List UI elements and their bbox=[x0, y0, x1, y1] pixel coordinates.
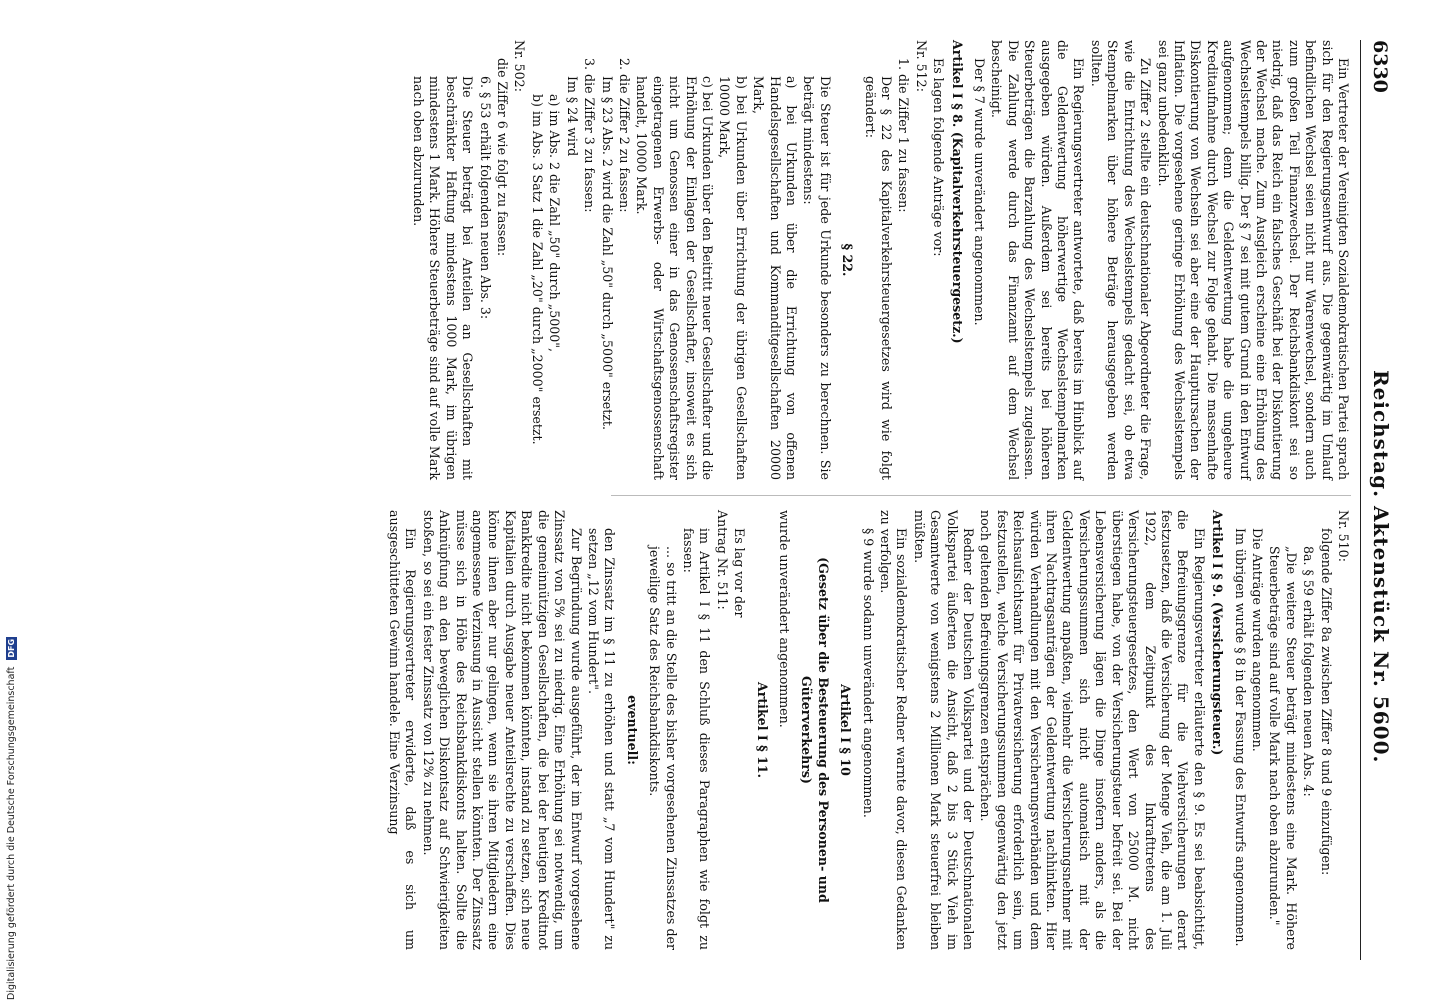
paragraph: Im § 23 Abs. 2 wird die Zahl „50" durch „5000" ersetzt. bbox=[599, 76, 615, 430]
paragraph: den Zinssatz im § 11 zu erhöhen und statt „7 vom Hundert" zu setzen „12 vom Hundert". bbox=[585, 528, 618, 950]
paragraph: Redner der Deutschen Volkspartei und der Deutschnationalen Volkspartei äußerten die Ansicht, daß 2 bis 3 Stück Vieh im Gesamtwerte von wenigstens 2 Millionen Mark steuerfrei bleiben müßten. bbox=[911, 510, 977, 950]
centered-line: eventuell: bbox=[624, 695, 640, 765]
paragraph: Die Anträge wurden angenommen. bbox=[1249, 528, 1265, 752]
paragraph: Antrag Nr. 511: bbox=[714, 510, 730, 610]
left-column bbox=[409, 40, 1351, 480]
centered-line: Artikel I § 11. bbox=[754, 681, 770, 779]
centered-line: § 22. bbox=[840, 243, 856, 277]
section-heading: Artikel I § 8. (Kapitalverkehrsteuergesetz.) bbox=[949, 40, 965, 344]
dfg-logo: DFG bbox=[7, 638, 16, 658]
paragraph: 8a. § 59 erhält folgenden neuen Abs. 4: bbox=[1301, 546, 1317, 797]
page-header bbox=[1360, 40, 1395, 960]
page-title: Reichstag. Aktenstück Nr. 5600. bbox=[1369, 370, 1393, 764]
paragraph: b) im Abs. 3 Satz 1 die Zahl „20" durch „2000" ersetzt. bbox=[529, 94, 545, 445]
paragraph: Ein Regierungsvertreter erwiderte, daß es sich um ausgeschütteten Gewinn handele. Eine Verzinsung bbox=[387, 510, 419, 950]
paragraph: § 9 wurde sodann unverändert angenommen. bbox=[860, 528, 876, 818]
paragraph: Nr. 510: bbox=[1336, 510, 1351, 562]
paragraph: a) bei Urkunden über die Errichtung von offenen Handelsgesellschaften und Kommanditgesellschaften 20000 Mark, bbox=[751, 76, 799, 480]
credit-text: Digitalisierung gefördert durch die Deutsche Forschungsgemeinschaft bbox=[6, 666, 17, 1000]
digitization-credit bbox=[6, 637, 17, 1000]
paragraph: Ein Regierungsvertreter antwortete, daß bereits im Hinblick auf die Geldentwertung höherwertige Wechselstempelmarken ausgegeben würden. Außerdem sei bereits bei höheren Steuerbeträgen die Barzahlung des Wechselstempels zugelassen. Die Zahlung werde durch das Finanzamt auf dem Wechsel bescheinigt. bbox=[989, 40, 1087, 480]
footer-strip bbox=[2, 0, 16, 1000]
paragraph: Ein Regierungsvertreter erläuterte den § 9. Es sei beabsichtigt, die Befreiungsgrenze für die Viehversicherungen derart festzusetzen, daß die Versicherung der Menge Vieh, die am 1. Juli 1922, dem Zeitpunkt des Inkrafttretens des Versicherungsteuergesetzes, den Wert von 25000 M. nicht überstiegen habe, von der Versicherungsteuer befreit sei. Bei der Lebensversicherung lägen die Dinge insofern anders, als die Versicherungssummen sich nicht automatisch mit der Geldentwertung anpaßten, vielmehr die Versicherungsnehmer mit ihren Nachtragsanträgen der Geldentwertung nachhinkten. Hier würden Verhandlungen mit den Versicherungsverbänden und dem Reichsaufsichtsamt für Privatversicherung erforderlich sein, um festzustellen, welche Versicherungssummen gegenwärtig den jetzt noch geltenden Befreiungsgrenzen entsprächen. bbox=[978, 510, 1207, 950]
paragraph: Ein sozialdemokratischer Redner warnte davor, diesen Gedanken zu verfolgen. bbox=[878, 510, 910, 950]
centered-line: Artikel I § 10 bbox=[838, 684, 854, 776]
paragraph: Der § 22 des Kapitalverkehrsteuergesetzes wird wie folgt geändert: bbox=[862, 76, 895, 480]
rotated-page-content bbox=[105, 40, 1395, 960]
paragraph: ... so tritt an die Stelle des bisher vorgesehenen Zinssatzes der jeweilige Satz des Reichsbankdiskonts. bbox=[647, 546, 679, 950]
paragraph: folgende Ziffer 8a zwischen Ziffer 8 und 9 einzufügen: bbox=[1318, 528, 1334, 876]
right-column bbox=[385, 510, 1351, 950]
paragraph: Ein Vertreter der Vereinigten Sozialdemokratischen Partei sprach sich für den Regierungsentwurf aus. Die gegenwärtig im Umlauf befindlichen Wechsel seien nicht nur Warenwechsel, sondern auch zum großen Teil Finanzwechsel. Der Reichsbankdiskont sei so niedrig, daß das Reich ein falsches Geschäft bei der Diskontierung der Wechsel mache. Zum Ausgleich erscheine eine Erhöhung des Wechselstempels billig. Der § 7 sei mit gutem Grund in den Entwurf aufgenommen; denn die Geldentwertung habe die ungeheure Kreditaufnahme durch Wechsel zur Folge gehabt. Die massenhafte Diskontierung von Wechseln sei aber eine der Hauptursachen der Inflation. Die vorgesehene geringe Erhöhung des Wechselstempels sei ganz unbedenklich. bbox=[1155, 40, 1351, 480]
paragraph: Der § 7 wurde unverändert angenommen. bbox=[972, 58, 988, 326]
column-divider bbox=[611, 495, 1351, 496]
paragraph: Zu Ziffer 2 stellte ein deutschnationaler Abgeordneter die Frage, wie die Entrichtung des Wechselstempels gedacht sei, ob etwa Stempelmarken über höhere Beträge herausgegeben werden sollten. bbox=[1088, 40, 1154, 480]
paragraph: Nr. 512: bbox=[913, 40, 929, 92]
paragraph: 2. die Ziffer 2 zu fassen: bbox=[616, 58, 632, 213]
paragraph: Im § 24 wird bbox=[564, 76, 580, 157]
paragraph: a) im Abs. 2 die Zahl „50" durch „5000", bbox=[547, 94, 563, 353]
paragraph: im Artikel I § 11 den Schluß dieses Paragraphen wie folgt zu fassen: bbox=[680, 528, 713, 950]
paragraph: b) bei Urkunden über Errichtung der übrigen Gesellschaften 10000 Mark, bbox=[717, 76, 749, 480]
paragraph: Es lagen folgende Anträge vor: bbox=[931, 58, 947, 257]
paragraph: Die Steuer beträgt bei Anteilen an Gesellschaften mit beschränkter Haftung mindestens 1000 Mark, im übrigen mindestens 1 Mark. Höhere Steuerbeträge sind auf volle Mark nach oben abzurunden. bbox=[411, 76, 476, 480]
page-number: 6330 bbox=[1369, 40, 1391, 93]
paragraph: die Ziffer 6 wie folgt zu fassen: bbox=[495, 58, 511, 257]
paragraph: 6. § 53 erhält folgenden neuen Abs. 3: bbox=[477, 76, 493, 320]
section-heading: Artikel I § 9. (Versicherungsteuer.) bbox=[1210, 510, 1226, 756]
paragraph: c) bei Urkunden über den Beitritt neuer Gesellschafter und die Erhöhung der Einlagen der Gesellschafter, insoweit es sich nicht um Genossen einer in das Genossenschaftsregister eingetragenen Erwerbs- oder Wirtschaftsgenossenschaft handelt, 10000 Mark. bbox=[634, 76, 715, 480]
paragraph: „Die weitere Steuer beträgt mindestens eine Mark. Höhere Steuerbeträge sind auf volle Mark nach oben abzurunden." bbox=[1267, 546, 1299, 950]
paragraph: 3. die Ziffer 3 zu fassen: bbox=[582, 58, 598, 213]
paragraph: Im übrigen wurde § 8 in der Fassung des Entwurfs angenommen. bbox=[1232, 528, 1248, 947]
paragraph: Nr. 502: bbox=[512, 40, 528, 92]
paragraph: Die Steuer ist für jede Urkunde besonders zu berechnen. Sie beträgt mindestens: bbox=[801, 76, 833, 480]
paragraph: 1. die Ziffer 1 zu fassen: bbox=[896, 58, 912, 213]
paragraph: Zur Begründung wurde ausgeführt, der im Entwurf vorgesehene Zinssatz von 5% sei zu niedrig. Eine Erhöhung sei notwendig, um die gemeinnützigen Gesellschaften, die bei der heutigen Kreditnot Bankkredite nicht bekommen könnten, instand zu setzen, sich neue Kapitalien durch Ausgabe neuer Anteilsrechte zu verschaffen. Dies könne ihnen aber nur gelingen, wenn sie ihren Mitgliedern eine angemessene Verzinsung in Aussicht stellen könnten. Der Zinssatz müsse sich in Höhe des Reichsbankdiskonts halten. Sollte die Anknüpfung an den beweglichen Diskontsatz auf Schwierigkeiten stoßen, so sei ein fester Zinssatz von 12% zu nehmen. bbox=[420, 510, 584, 950]
paragraph: Es lag vor der bbox=[732, 528, 748, 618]
centered-line: (Gesetz über die Besteuerung des Personen- und Güterverkehrs) bbox=[799, 557, 831, 903]
paragraph: wurde unverändert angenommen. bbox=[777, 510, 792, 728]
